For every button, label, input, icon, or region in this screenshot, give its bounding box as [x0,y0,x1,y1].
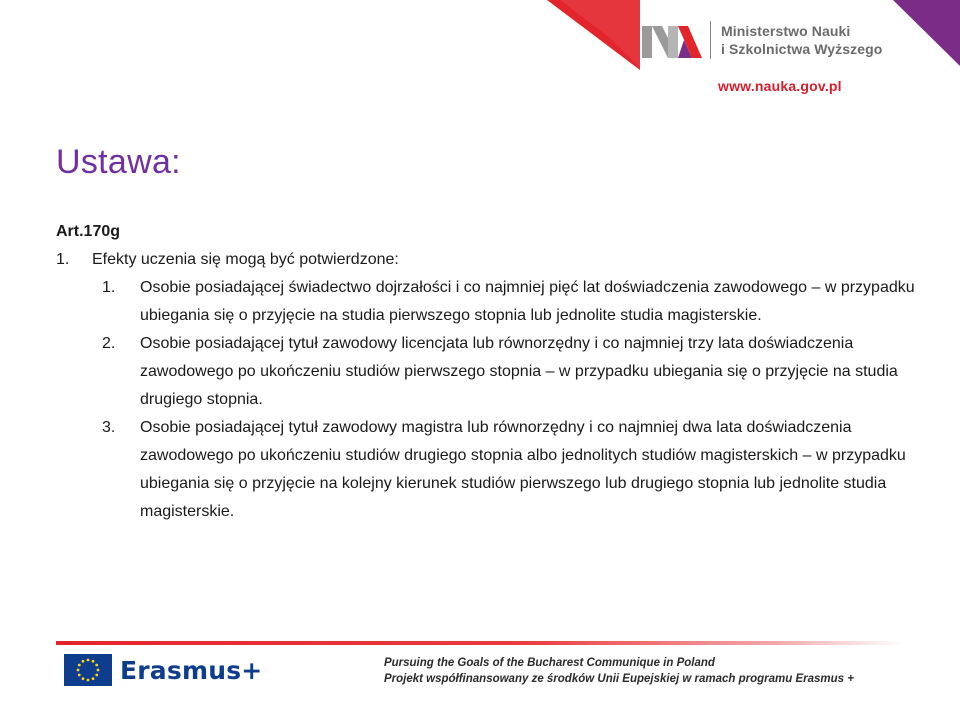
ministry-logo [640,18,882,62]
header-red-triangle [547,0,640,70]
header-purple-triangle [893,0,960,66]
condition-number: 2. [102,335,116,352]
condition-item-2 [102,330,916,414]
condition-number: 1. [102,279,116,296]
erasmus-label: Erasmus+ [120,655,263,685]
erasmus-logo [64,654,262,686]
footer-note [384,655,854,687]
footer-note-line-2: Projekt współfinansowany ze środków Unii Eupejskiej w ramach programu Erasmus + [383,673,854,685]
eu-flag-icon [64,654,112,686]
footer-divider [56,641,904,645]
slide-body [56,218,916,526]
ministry-name [721,22,882,58]
ministry-name-line-1: Ministerstwo Nauki [721,23,851,39]
ministry-website-link[interactable]: www.nauka.gov.pl [718,78,842,94]
ministry-logo-icon [640,18,702,62]
condition-list [56,274,916,526]
condition-item-3 [102,414,916,526]
ministry-divider [710,21,711,59]
ministry-name-line-2: i Szkolnictwa Wyższego [721,41,883,57]
article-number: Art.170g [56,223,121,240]
condition-text: Osobie posiadającej świadectwo dojrzałości i co najmniej pięć lat doświadczenia zawodowego – w przypadku ubiegania się o przyjęcie na studia pierwszego stopnia lub jednolite studia magisterskie. [140,279,915,324]
header-pink-triangle [560,0,640,68]
condition-item-1 [102,274,916,330]
condition-text: Osobie posiadającej tytuł zawodowy licencjata lub równorzędny i co najmniej trzy lata doświadczenia zawodowego po ukończeniu studiów pierwszego stopnia – w przypadku ubiegania się o przyjęcie na studia drugiego stopnia. [140,335,898,408]
condition-text: Osobie posiadającej tytuł zawodowy magistra lub równorzędny i co najmniej dwa lata doświadczenia zawodowego po ukończeniu studiów drugiego stopnia albo jednolitych studiów magisterskich – w przypadku ubiegania się o przyjęcie na kolejny kierunek studiów pierwszego lub drugiego stopnia lub jednolite studia magisterskie. [140,419,906,520]
slide-title: Ustawa: [56,143,181,181]
footer-note-line-1: Pursuing the Goals of the Bucharest Communique in Poland [383,657,715,669]
lead-paragraph [56,246,916,274]
lead-number: 1. [56,251,70,268]
lead-text: Efekty uczenia się mogą być potwierdzone: [92,251,399,268]
condition-number: 3. [102,419,116,436]
